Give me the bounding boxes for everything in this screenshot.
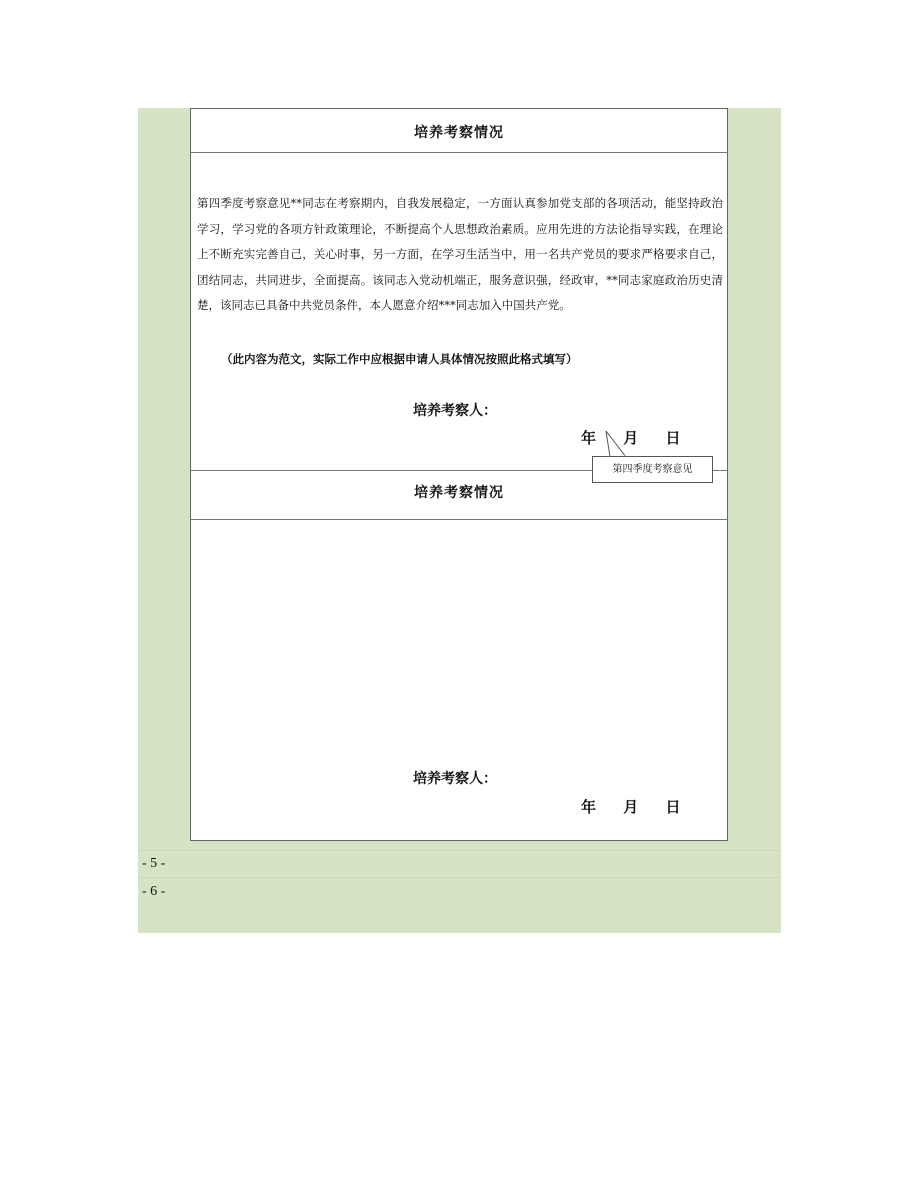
page-number-5: - 5 -	[142, 856, 166, 871]
section1-title-divider	[191, 152, 727, 153]
section2-title: 培养考察情况	[414, 485, 504, 501]
section1-body-text: 第四季度考察意见**同志在考察期内，自我发展稳定，一方面认真参加党支部的各项活动，能坚持政治学习，学习党的各项方针政策理论，不断提高个人思想政治素质。应用先进的方法论指导实践，在理论上不断充实完善自己，关心时事，另一方面，在学习生活当中，用一名共产党员的要求严格要求自己，团结同志，共同进步，全面提高。该同志入党动机端正，服务意识强，经政审，**同志家庭政治历史清楚，该同志已具备中共党员条件，本人愿意介绍***同志加入中国共产党。	[197, 196, 723, 312]
page-break-line	[138, 877, 781, 878]
section2-date	[581, 796, 703, 817]
page-number-6: - 6 -	[142, 884, 166, 899]
page-break-line	[138, 850, 781, 851]
section2-examiner-label: 培养考察人：	[413, 771, 497, 787]
section2-date-day: 日	[665, 798, 681, 816]
section1-title: 培养考察情况	[414, 125, 504, 141]
section2-title-divider	[191, 519, 727, 520]
section2-date-year: 年	[581, 798, 597, 816]
section2-date-month: 月	[623, 798, 639, 816]
section1-date-year: 年	[581, 429, 597, 447]
section1-examiner-label: 培养考察人：	[413, 403, 497, 419]
comment-callout: 第四季度考察意见	[592, 456, 713, 483]
section1-date-month: 月	[623, 429, 639, 447]
section1-date-day: 日	[665, 429, 681, 447]
sample-note: （此内容为范文，实际工作中应根据申请人具体情况按照此格式填写）	[221, 352, 578, 366]
